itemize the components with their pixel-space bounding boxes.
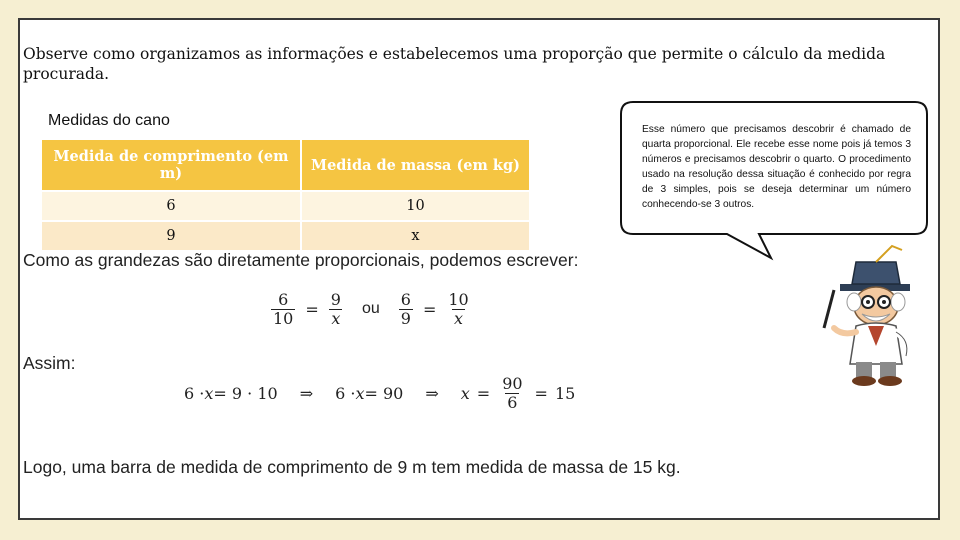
table-cell: 9	[42, 221, 301, 250]
result-value: 15	[554, 383, 576, 403]
table-row	[42, 191, 529, 221]
fraction: $\frac{6}{10}$	[273, 289, 294, 328]
table-caption: Medidas do cano	[48, 112, 170, 129]
bubble-text: Esse número que precisamos descobrir é chamado de quarta proporcional. Ele recebe esse nome pois já temos 3 números e precisamos descobrir o quarto. O procedimento usado na resolução dessa situação é conhecido por regra de 3 simples, pois se deseja determinar um número conhecendo-se 3 outros.	[642, 124, 911, 210]
fraction: $\frac{10}{x}$	[448, 289, 469, 328]
or-label: ou	[361, 300, 380, 317]
fraction: $\frac{9}{x}$	[330, 289, 341, 328]
table-cell: x	[301, 221, 529, 250]
implies-arrow: ⇒	[299, 383, 314, 403]
conclusion-text: Logo, uma barra de medida de comprimento de 9 m tem medida de massa de 15 kg.	[23, 457, 681, 477]
table-cell: 6	[42, 191, 301, 221]
measures-table	[42, 140, 529, 250]
assim-label: Assim:	[23, 353, 76, 373]
proportional-statement: Como as grandezas são diretamente proporcionais, podemos escrever:	[23, 250, 579, 270]
professor-illustration	[812, 236, 922, 388]
table-row	[42, 221, 529, 250]
implies-arrow: ⇒	[425, 383, 439, 403]
fraction: $\frac{90}{6}$	[502, 373, 523, 412]
table-cell: 10	[301, 191, 529, 221]
table-header-mass: Medida de massa (em kg)	[301, 140, 529, 191]
proportion-equation: $\frac{6}{10}$ = $\frac{9}{x}$ ou $\frac{6}{9}$ = $\frac{10}{x}$	[273, 289, 469, 328]
fraction: $\frac{6}{9}$	[400, 289, 411, 328]
solution-equation: 6 · x = 9 · 10 ⇒ 6 · x = 90 ⇒ x = $\frac{90}{6}$ = 15	[184, 373, 576, 412]
table-header-length: Medida de comprimento (em m)	[42, 140, 301, 191]
intro-text: Observe como organizamos as informações e estabelecemos uma proporção que permite o cálculo da medida procurada.	[23, 45, 886, 83]
